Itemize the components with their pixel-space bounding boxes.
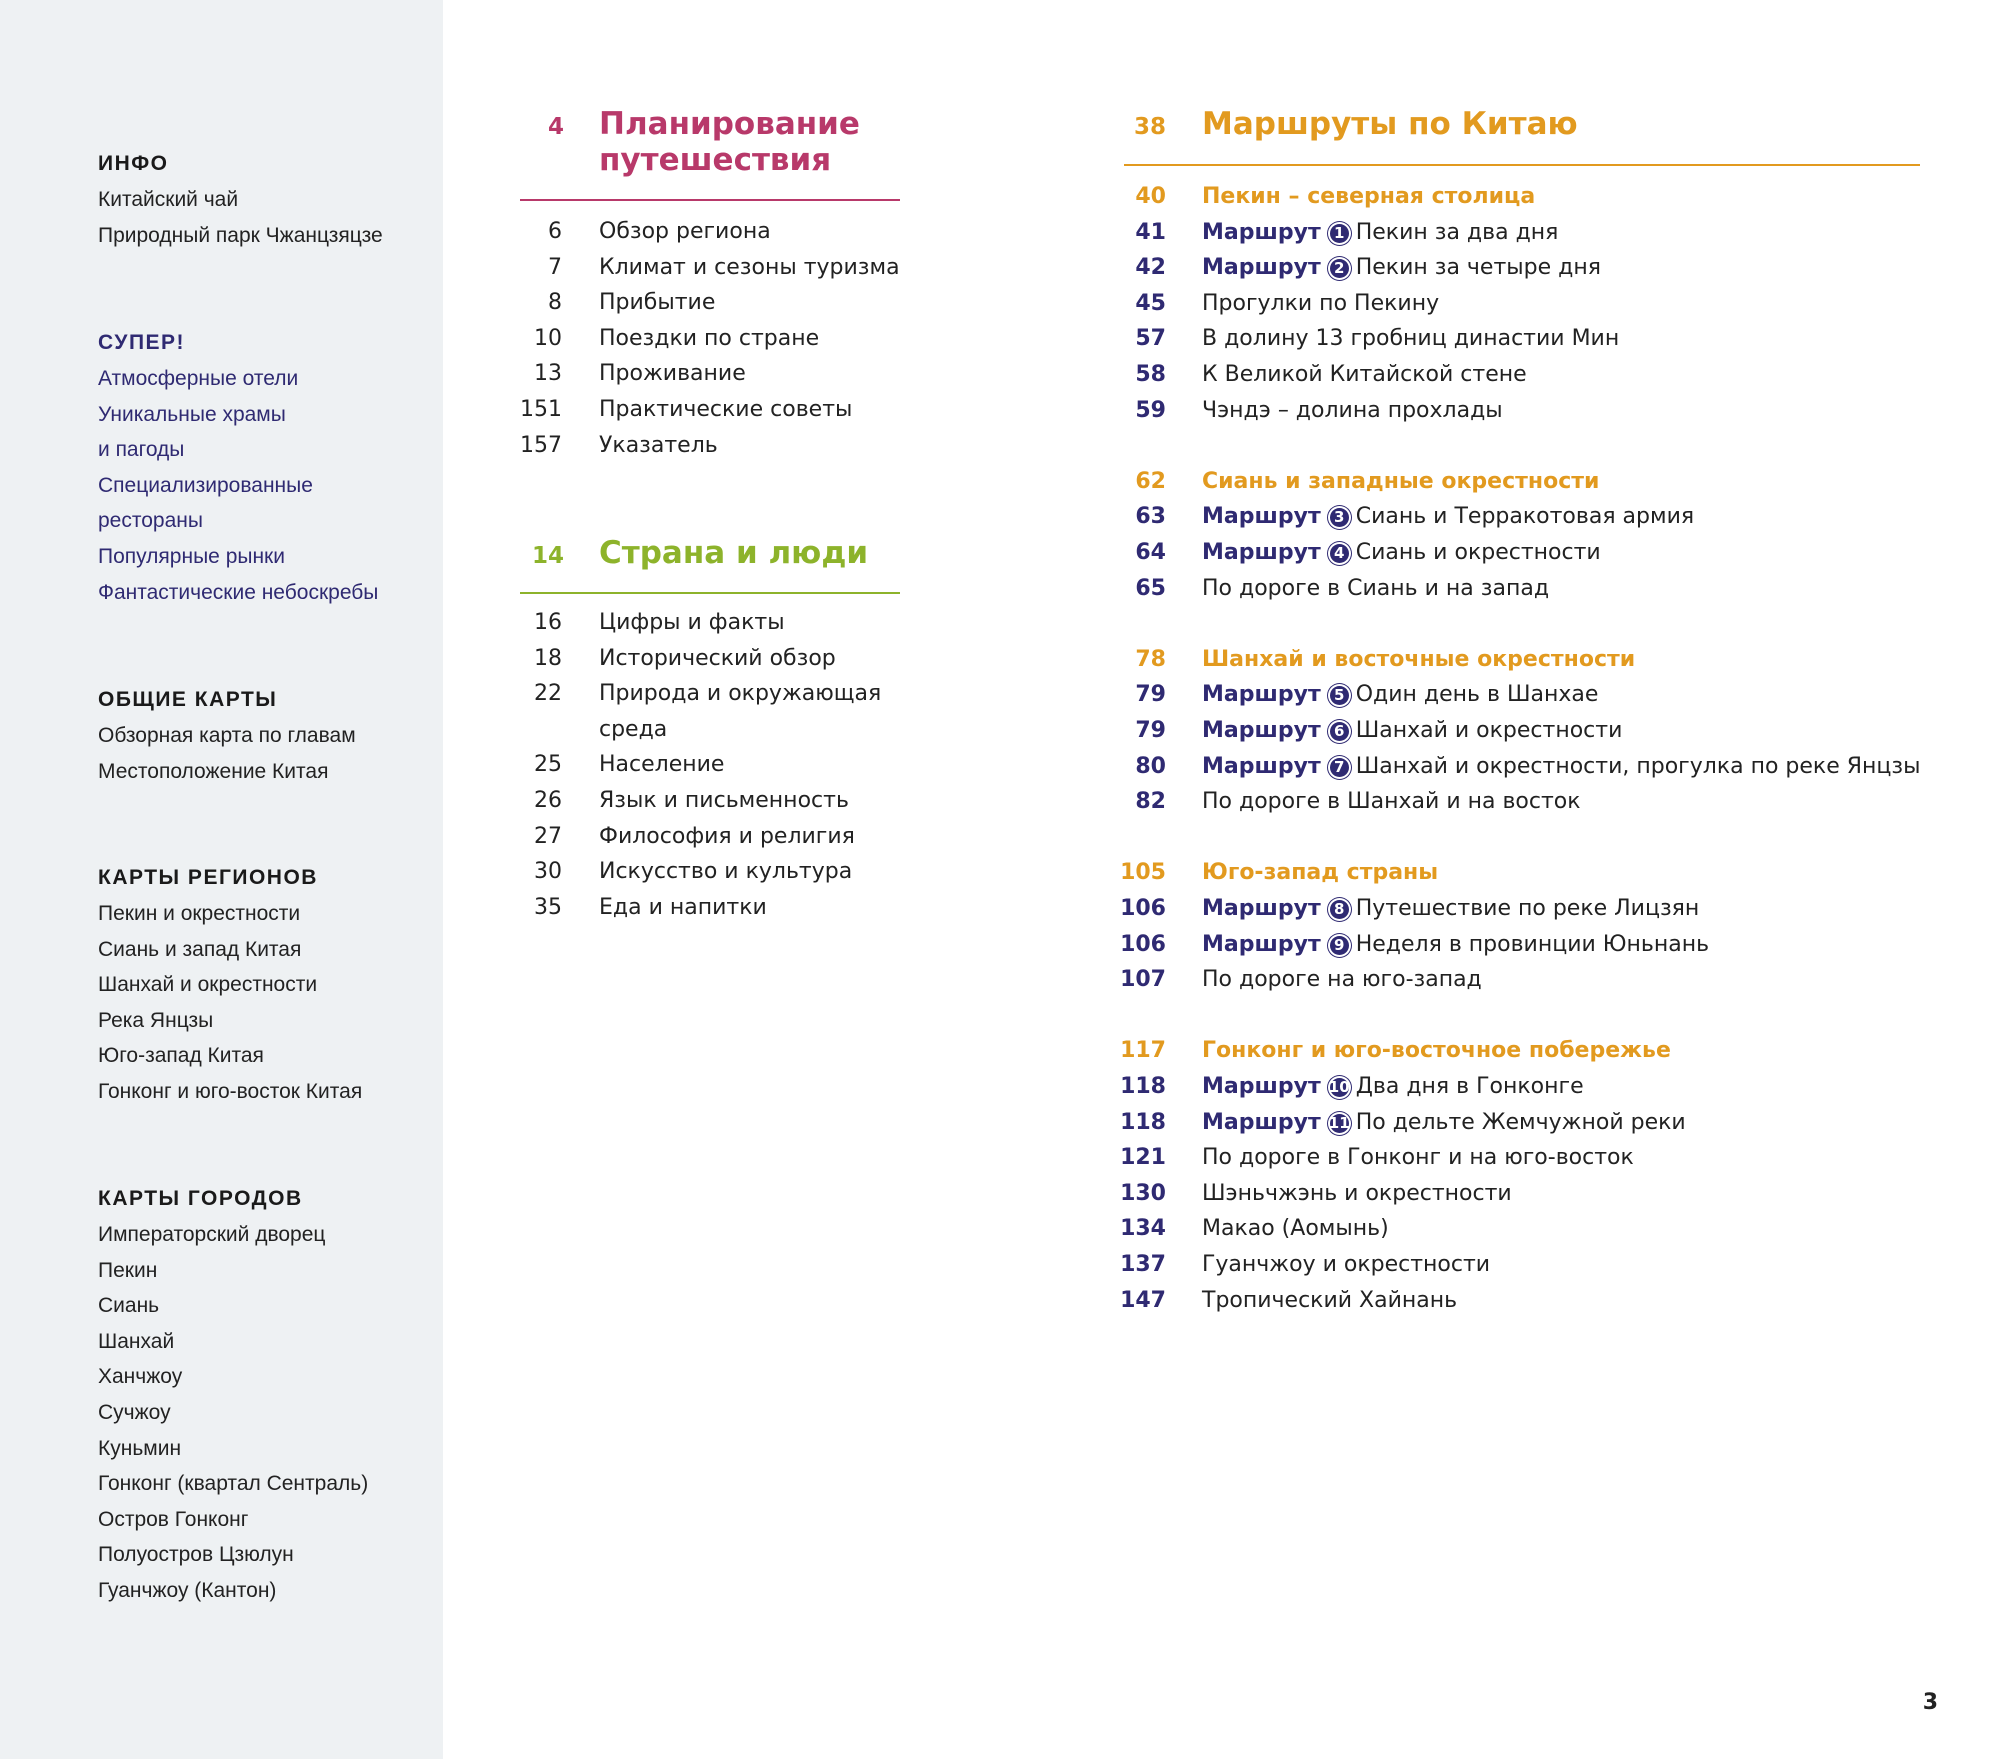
planning-title-line2: путешествия [599,142,832,178]
country-item-page: 30 [534,859,562,885]
planning-item-label: Проживание [599,361,746,387]
planning-rule [520,199,900,201]
routes-item-page: 106 [1120,931,1166,957]
sidebar-heading: КАРТЫ РЕГИОНОВ [98,866,318,889]
country-item-label: Еда и напитки [599,894,767,920]
routes-item-text [1202,789,1581,814]
country-item-label: Население [599,752,725,778]
routes-item-page: 80 [1135,753,1166,779]
routes-item-text [1202,754,1920,779]
country-item-label: Исторический обзор [599,645,836,671]
sidebar-item-label: Ханчжоу [98,1365,183,1389]
routes-title: Маршруты по Китаю [1202,106,1578,142]
planning-item-page: 8 [548,290,562,316]
sidebar-item-label: Гонконг и юго-восток Китая [98,1080,363,1103]
route-word: Маршрут [1202,540,1321,565]
country-item-page: 35 [534,894,562,920]
routes-item-page: 118 [1120,1109,1166,1135]
routes-item-page: 63 [1135,504,1166,530]
routes-item-page: 107 [1120,967,1166,993]
route-number-badge-icon: 8 [1328,898,1351,921]
route-word: Маршрут [1202,1074,1321,1099]
routes-item-label: Неделя в провинции Юньнань [1355,931,1710,957]
country-title: Страна и люди [599,535,869,571]
routes-item-page: 79 [1135,682,1166,708]
routes-item-text [1202,1288,1457,1313]
sidebar-item-label: Куньмин [98,1436,182,1460]
routes-subheading-page: 40 [1135,184,1166,209]
routes-subheading-label: Юго-запад страны [1202,860,1439,886]
routes-item-label: Шанхай и окрестности [1355,718,1623,743]
country-item-page: 16 [534,610,562,635]
routes-rule [1124,164,1920,166]
sidebar-item-label: Фантастические небоскребы [98,580,379,604]
routes-item-page: 45 [1135,290,1166,316]
route-word: Маршрут [1202,753,1321,779]
planning-item-label: Прибытие [599,290,716,316]
routes-item-label: Пекин за два дня [1355,219,1559,245]
routes-item-text [1202,1110,1686,1135]
route-word: Маршрут [1202,1109,1321,1135]
route-number-badge-icon: 9 [1328,934,1351,957]
page-number: 3 [1922,1690,1938,1715]
sidebar-item-label: Шанхай и окрестности [98,973,318,997]
routes-item-label: Шанхай и окрестности, прогулка по реке Янцзы [1355,753,1921,779]
route-number-badge-icon: 1 [1328,222,1351,245]
routes-item-page: 82 [1135,789,1166,815]
planning-item-label: Поездки по стране [599,325,820,351]
sidebar-item-label: Сучжоу [98,1401,171,1424]
routes-item-page: 118 [1120,1074,1166,1099]
routes-item-page: 57 [1135,326,1166,352]
routes-item-text [1202,1145,1634,1170]
sidebar-item-label: Китайский чай [98,188,239,211]
sidebar-item-label: Императорский дворец [98,1223,326,1246]
planning-item-label: Климат и сезоны туризма [599,254,900,280]
routes-item-text [1202,682,1598,707]
sidebar-item-label: Пекин и окрестности [98,902,301,925]
routes-item-label: По дороге в Шанхай и на восток [1202,789,1581,815]
route-number-badge-icon: 3 [1328,506,1351,529]
sidebar-item-label: Специализированные [98,473,313,497]
routes-item-label: Сиань и Терракотовая армия [1355,504,1695,530]
planning-item-label: Обзор региона [599,219,771,244]
sidebar-heading: ОБЩИЕ КАРТЫ [98,688,278,711]
route-number-badge-icon: 11 [1328,1112,1351,1135]
routes-item-text [1202,220,1558,245]
routes-page-number: 38 [1133,114,1166,140]
country-page-number: 14 [531,543,564,569]
planning-page-number: 4 [547,114,564,140]
routes-item-label: По дороге в Сиань и на запад [1202,575,1550,601]
routes-subheading-label: Шанхай и восточные окрестности [1202,646,1636,672]
sidebar-item-label: Шанхай [98,1329,175,1353]
country-item-page: 27 [534,823,562,849]
routes-item-label: Макао (Аомынь) [1202,1216,1389,1242]
planning-item-page: 7 [548,254,562,280]
sidebar-item-label: Гонконг (квартал Сентраль) [98,1472,369,1496]
sidebar-item-label: Уникальные храмы [98,402,286,426]
country-item-page: 25 [534,752,562,778]
country-item-label: Язык и письменность [599,788,849,813]
planning-item-label: Указатель [599,432,718,458]
routes-item-label: Сиань и окрестности [1355,540,1601,565]
sidebar-item-label: и пагоды [98,438,185,462]
routes-item-page: 147 [1120,1287,1166,1313]
routes-item-label: Путешествие по реке Лицзян [1355,896,1700,921]
country-item-label: Философия и религия [599,823,855,849]
routes-item-page: 42 [1135,255,1166,281]
country-item-page: 18 [534,645,562,671]
routes-subheading-page: 105 [1120,860,1166,886]
planning-item-page: 13 [534,361,562,387]
routes-subheading-page: 62 [1135,468,1166,494]
country-item-label: Цифры и факты [599,610,785,635]
routes-item-text [1202,1252,1490,1277]
route-number-badge-icon: 10 [1328,1076,1351,1099]
routes-item-label: Шэньчжэнь и окрестности [1202,1180,1512,1206]
routes-item-text [1202,718,1622,743]
sidebar-item-label: Обзорная карта по главам [98,724,356,747]
routes-item-label: В долину 13 гробниц династии Мин [1202,326,1620,352]
routes-item-page: 106 [1120,896,1166,921]
routes-item-text [1202,967,1482,992]
routes-item-label: Прогулки по Пекину [1202,290,1440,316]
planning-item-page: 6 [548,219,562,244]
routes-item-text [1202,291,1439,316]
country-item-label: среда [599,716,668,742]
sidebar-item-label: Местоположение Китая [98,759,329,783]
routes-item-label: По дороге на юго-запад [1202,967,1482,993]
route-word: Маршрут [1202,219,1321,245]
routes-item-label: Пекин за четыре дня [1355,255,1601,281]
planning-title [599,106,860,178]
planning-item-label: Практические советы [599,397,853,422]
routes-item-label: Чэндэ – долина прохлады [1202,397,1503,423]
sidebar-item-label: Река Янцзы [98,1008,214,1032]
country-rule [520,592,900,594]
sidebar-item-label: Гуанчжоу (Кантон) [98,1579,277,1602]
routes-subheading-label: Сиань и западные окрестности [1202,468,1600,494]
routes-item-label: Тропический Хайнань [1202,1287,1458,1313]
routes-item-text [1202,932,1709,957]
sidebar-item-label: рестораны [98,509,203,533]
routes-item-page: 121 [1120,1145,1166,1171]
routes-subheading-label: Гонконг и юго-восточное побережье [1202,1038,1671,1064]
route-word: Маршрут [1202,896,1321,921]
sidebar-item-label: Остров Гонконг [98,1507,249,1531]
routes-item-page: 59 [1135,397,1166,423]
routes-subheading-page: 117 [1120,1038,1166,1064]
sidebar-item-label: Юго-запад Китая [98,1044,264,1068]
routes-item-text [1202,576,1549,601]
route-word: Маршрут [1202,255,1321,281]
planning-item-page: 10 [534,325,562,351]
route-word: Маршрут [1202,504,1321,530]
routes-item-page: 65 [1135,575,1166,601]
sidebar-item-label: Полуостров Цзюлун [98,1543,294,1567]
routes-item-page: 79 [1135,718,1166,743]
country-item-page: 22 [534,681,562,707]
routes-item-page: 134 [1120,1216,1166,1242]
routes-item-page: 58 [1135,362,1166,387]
routes-item-page: 137 [1120,1252,1166,1277]
routes-item-text [1202,504,1694,529]
sidebar-item-label: Атмосферные отели [98,367,299,390]
route-number-badge-icon: 5 [1328,684,1351,707]
route-number-badge-icon: 4 [1328,542,1351,565]
routes-item-label: Один день в Шанхае [1355,682,1599,708]
route-number-badge-icon: 7 [1328,756,1351,779]
routes-item-text [1202,1216,1389,1241]
sidebar-heading: КАРТЫ ГОРОДОВ [98,1187,303,1210]
sidebar-heading: СУПЕР! [98,331,186,354]
country-item-label: Природа и окружающая [599,681,882,707]
route-number-badge-icon: 2 [1328,257,1351,280]
routes-item-text [1202,255,1601,280]
country-item-label: Искусство и культура [599,859,853,885]
sidebar-item-label: Пекин [98,1258,158,1282]
routes-item-label: По дороге в Гонконг и на юго-восток [1202,1145,1634,1171]
sidebar-item-label: Популярные рынки [98,545,285,568]
routes-item-text [1202,1181,1512,1206]
routes-item-text [1202,326,1619,351]
country-item-page: 26 [534,788,562,813]
routes-subheading-page: 78 [1135,646,1166,672]
planning-item-page: 157 [520,432,562,458]
sidebar-item-label: Сиань и запад Китая [98,937,302,961]
routes-item-text [1202,540,1601,565]
routes-item-label: К Великой Китайской стене [1202,362,1527,387]
routes-item-label: Гуанчжоу и окрестности [1202,1252,1491,1277]
route-number-badge-icon: 6 [1328,720,1351,743]
routes-item-page: 130 [1120,1180,1166,1206]
route-word: Маршрут [1202,718,1321,743]
sidebar-item-label: Сиань [98,1294,160,1318]
routes-item-text [1202,1074,1584,1099]
routes-item-label: Два дня в Гонконге [1355,1074,1584,1099]
planning-item-page: 151 [520,397,562,422]
routes-subheading-label: Пекин – северная столица [1202,184,1536,209]
route-word: Маршрут [1202,682,1321,708]
sidebar-item-label: Природный парк Чжанцзяцзе [98,223,383,247]
routes-item-text [1202,398,1503,423]
routes-item-text [1202,896,1699,921]
routes-item-page: 41 [1135,219,1166,245]
routes-item-page: 64 [1135,540,1166,565]
planning-title-line1: Планирование [599,106,860,142]
routes-item-text [1202,362,1527,387]
sidebar-heading: ИНФО [98,152,169,175]
routes-item-label: По дельте Жемчужной реки [1355,1109,1686,1135]
route-word: Маршрут [1202,931,1321,957]
